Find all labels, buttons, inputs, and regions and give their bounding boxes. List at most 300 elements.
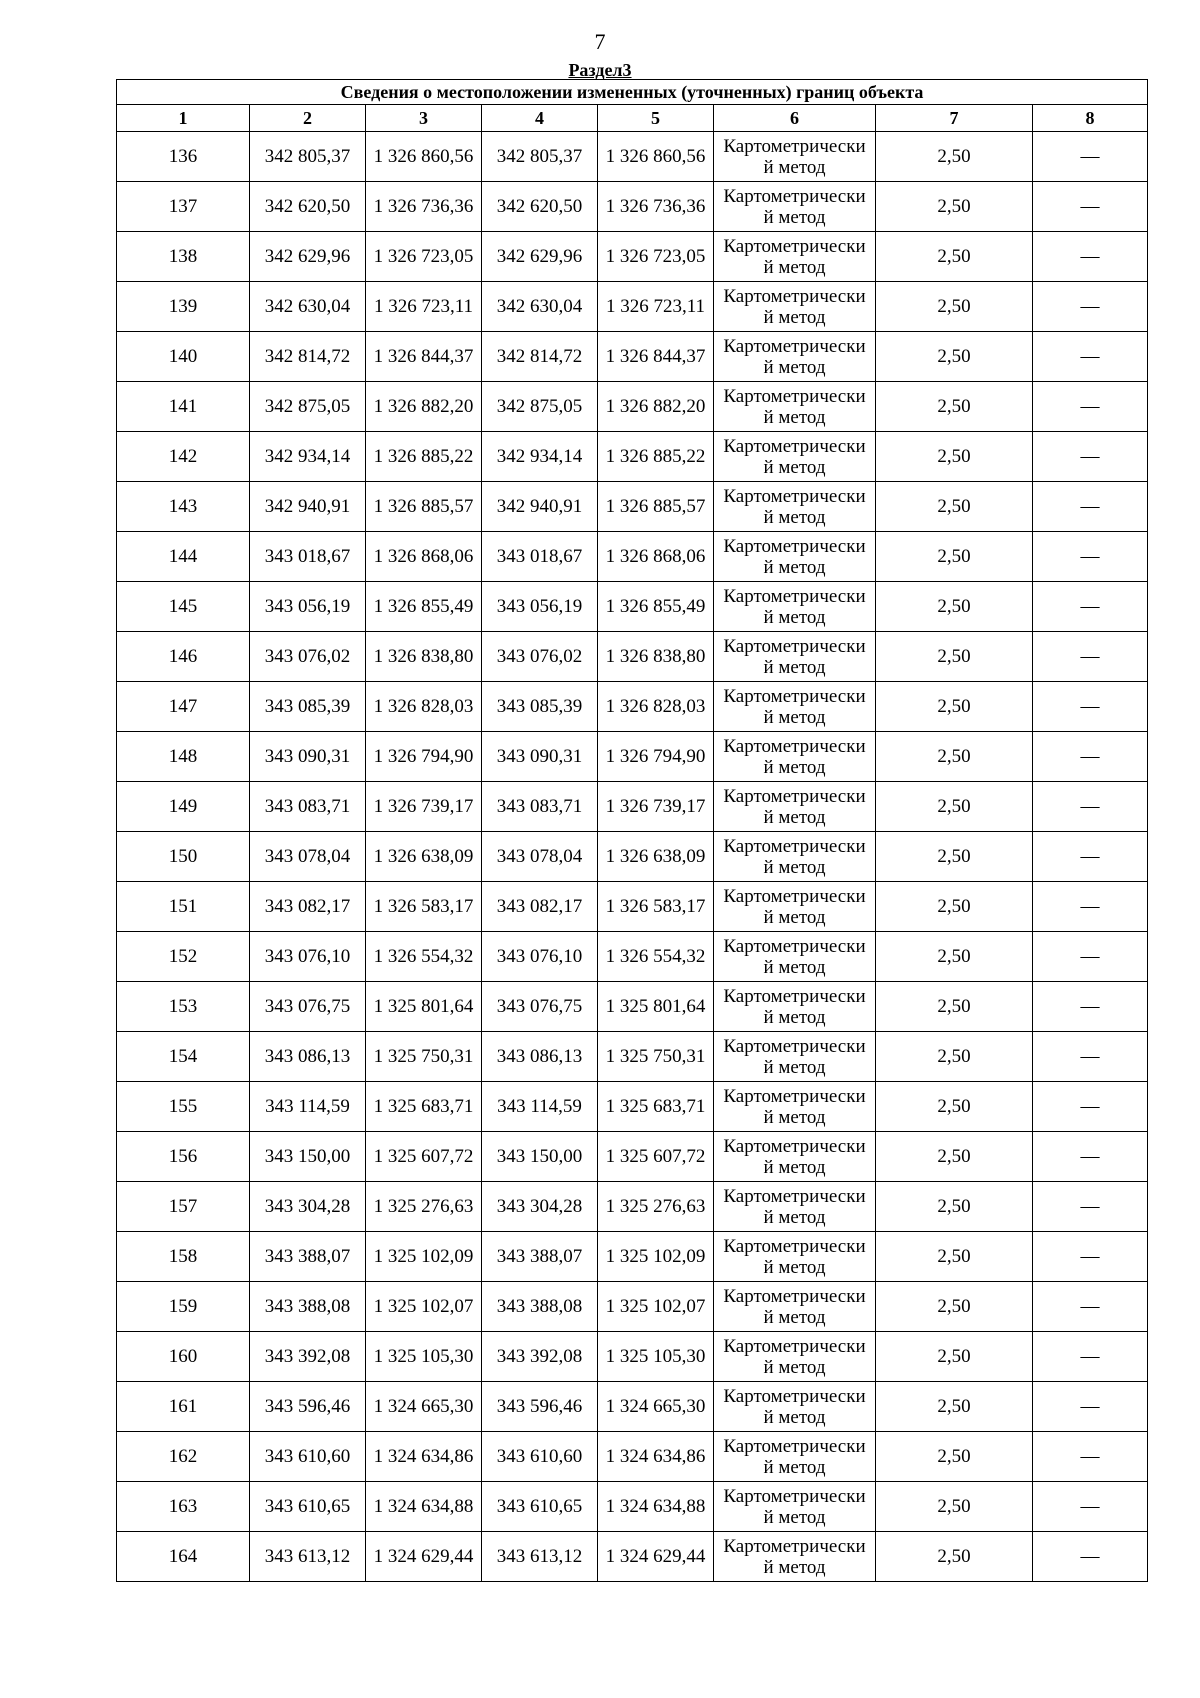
x-coordinate-cell: 343 388,07 xyxy=(482,1232,598,1282)
point-number-cell: 150 xyxy=(117,832,250,882)
accuracy-cell: 2,50 xyxy=(876,1282,1033,1332)
dash-cell: — xyxy=(1033,1432,1148,1482)
method-line-2: й метод xyxy=(763,906,826,928)
method-line-1: Картометрически xyxy=(723,1485,866,1507)
method-line-2: й метод xyxy=(763,656,826,678)
dash-cell: — xyxy=(1033,682,1148,732)
table-row xyxy=(117,782,1148,832)
table-body xyxy=(117,80,1148,1582)
x-coordinate-cell: 343 082,17 xyxy=(482,882,598,932)
point-number-cell: 155 xyxy=(117,1082,250,1132)
method-cell xyxy=(714,1232,876,1282)
x-coordinate-cell: 343 083,71 xyxy=(250,782,366,832)
method-line-1: Картометрически xyxy=(723,885,866,907)
accuracy-cell: 2,50 xyxy=(876,882,1033,932)
dash-cell: — xyxy=(1033,1532,1148,1582)
x-coordinate-cell: 342 814,72 xyxy=(250,332,366,382)
method-cell xyxy=(714,1382,876,1432)
accuracy-cell: 2,50 xyxy=(876,232,1033,282)
x-coordinate-cell: 343 114,59 xyxy=(482,1082,598,1132)
dash-cell: — xyxy=(1033,532,1148,582)
method-line-1: Картометрически xyxy=(723,1035,866,1057)
y-coordinate-cell: 1 326 844,37 xyxy=(598,332,714,382)
method-line-1: Картометрически xyxy=(723,1435,866,1457)
table-row xyxy=(117,182,1148,232)
method-line-2: й метод xyxy=(763,1056,826,1078)
x-coordinate-cell: 343 078,04 xyxy=(482,832,598,882)
dash-cell: — xyxy=(1033,432,1148,482)
y-coordinate-cell: 1 325 683,71 xyxy=(366,1082,482,1132)
y-coordinate-cell: 1 326 868,06 xyxy=(598,532,714,582)
method-line-1: Картометрически xyxy=(723,1185,866,1207)
x-coordinate-cell: 343 090,31 xyxy=(482,732,598,782)
x-coordinate-cell: 342 940,91 xyxy=(482,482,598,532)
point-number-cell: 147 xyxy=(117,682,250,732)
y-coordinate-cell: 1 324 665,30 xyxy=(366,1382,482,1432)
method-cell xyxy=(714,1082,876,1132)
method-line-2: й метод xyxy=(763,1306,826,1328)
y-coordinate-cell: 1 326 885,22 xyxy=(598,432,714,482)
y-coordinate-cell: 1 326 838,80 xyxy=(598,632,714,682)
y-coordinate-cell: 1 326 638,09 xyxy=(598,832,714,882)
method-cell xyxy=(714,232,876,282)
method-line-1: Картометрически xyxy=(723,585,866,607)
method-cell xyxy=(714,132,876,182)
method-cell xyxy=(714,382,876,432)
method-cell xyxy=(714,1132,876,1182)
dash-cell: — xyxy=(1033,232,1148,282)
dash-cell: — xyxy=(1033,1132,1148,1182)
point-number-cell: 148 xyxy=(117,732,250,782)
method-line-2: й метод xyxy=(763,206,826,228)
y-coordinate-cell: 1 326 638,09 xyxy=(366,832,482,882)
y-coordinate-cell: 1 326 868,06 xyxy=(366,532,482,582)
dash-cell: — xyxy=(1033,1232,1148,1282)
x-coordinate-cell: 343 085,39 xyxy=(250,682,366,732)
y-coordinate-cell: 1 324 634,86 xyxy=(598,1432,714,1482)
y-coordinate-cell: 1 326 882,20 xyxy=(598,382,714,432)
point-number-cell: 138 xyxy=(117,232,250,282)
dash-cell: — xyxy=(1033,1282,1148,1332)
column-header: 1 xyxy=(117,105,250,132)
method-line-2: й метод xyxy=(763,756,826,778)
dash-cell: — xyxy=(1033,732,1148,782)
y-coordinate-cell: 1 325 683,71 xyxy=(598,1082,714,1132)
method-line-1: Картометрически xyxy=(723,835,866,857)
accuracy-cell: 2,50 xyxy=(876,1132,1033,1182)
table-row xyxy=(117,1332,1148,1382)
x-coordinate-cell: 343 114,59 xyxy=(250,1082,366,1132)
x-coordinate-cell: 343 388,08 xyxy=(482,1282,598,1332)
method-cell xyxy=(714,1532,876,1582)
column-header: 8 xyxy=(1033,105,1148,132)
method-cell xyxy=(714,1282,876,1332)
accuracy-cell: 2,50 xyxy=(876,382,1033,432)
x-coordinate-cell: 343 086,13 xyxy=(250,1032,366,1082)
x-coordinate-cell: 343 076,02 xyxy=(250,632,366,682)
y-coordinate-cell: 1 325 102,07 xyxy=(598,1282,714,1332)
accuracy-cell: 2,50 xyxy=(876,1182,1033,1232)
y-coordinate-cell: 1 325 105,30 xyxy=(598,1332,714,1382)
accuracy-cell: 2,50 xyxy=(876,582,1033,632)
table-caption: Сведения о местоположении измененных (уточненных) границ объекта xyxy=(117,80,1148,105)
y-coordinate-cell: 1 326 554,32 xyxy=(366,932,482,982)
y-coordinate-cell: 1 326 736,36 xyxy=(366,182,482,232)
y-coordinate-cell: 1 326 794,90 xyxy=(366,732,482,782)
x-coordinate-cell: 343 388,08 xyxy=(250,1282,366,1332)
x-coordinate-cell: 343 090,31 xyxy=(250,732,366,782)
method-cell xyxy=(714,632,876,682)
y-coordinate-cell: 1 325 102,09 xyxy=(598,1232,714,1282)
table-row xyxy=(117,832,1148,882)
method-line-2: й метод xyxy=(763,1506,826,1528)
y-coordinate-cell: 1 324 629,44 xyxy=(366,1532,482,1582)
dash-cell: — xyxy=(1033,1082,1148,1132)
method-line-1: Картометрически xyxy=(723,1285,866,1307)
method-line-1: Картометрически xyxy=(723,285,866,307)
table-row xyxy=(117,1382,1148,1432)
table-caption-row xyxy=(117,80,1148,105)
point-number-cell: 140 xyxy=(117,332,250,382)
y-coordinate-cell: 1 324 634,88 xyxy=(598,1482,714,1532)
accuracy-cell: 2,50 xyxy=(876,1482,1033,1532)
table-header-row xyxy=(117,105,1148,132)
method-cell xyxy=(714,832,876,882)
method-line-1: Картометрически xyxy=(723,1535,866,1557)
dash-cell: — xyxy=(1033,832,1148,882)
table-row xyxy=(117,232,1148,282)
y-coordinate-cell: 1 326 736,36 xyxy=(598,182,714,232)
accuracy-cell: 2,50 xyxy=(876,932,1033,982)
point-number-cell: 137 xyxy=(117,182,250,232)
accuracy-cell: 2,50 xyxy=(876,632,1033,682)
x-coordinate-cell: 343 082,17 xyxy=(250,882,366,932)
y-coordinate-cell: 1 325 607,72 xyxy=(598,1132,714,1182)
table-row xyxy=(117,432,1148,482)
method-line-1: Картометрически xyxy=(723,385,866,407)
accuracy-cell: 2,50 xyxy=(876,732,1033,782)
accuracy-cell: 2,50 xyxy=(876,1532,1033,1582)
column-header: 7 xyxy=(876,105,1033,132)
x-coordinate-cell: 343 613,12 xyxy=(250,1532,366,1582)
y-coordinate-cell: 1 326 885,57 xyxy=(598,482,714,532)
method-line-2: й метод xyxy=(763,456,826,478)
page-number: 7 xyxy=(594,29,606,54)
x-coordinate-cell: 342 875,05 xyxy=(482,382,598,432)
x-coordinate-cell: 342 940,91 xyxy=(250,482,366,532)
y-coordinate-cell: 1 325 276,63 xyxy=(366,1182,482,1232)
method-line-1: Картометрически xyxy=(723,985,866,1007)
x-coordinate-cell: 343 613,12 xyxy=(482,1532,598,1582)
point-number-cell: 141 xyxy=(117,382,250,432)
method-cell xyxy=(714,332,876,382)
method-line-1: Картометрически xyxy=(723,1235,866,1257)
dash-cell: — xyxy=(1033,882,1148,932)
point-number-cell: 153 xyxy=(117,982,250,1032)
method-cell xyxy=(714,732,876,782)
x-coordinate-cell: 343 078,04 xyxy=(250,832,366,882)
method-line-2: й метод xyxy=(763,1006,826,1028)
method-cell xyxy=(714,1032,876,1082)
method-cell xyxy=(714,532,876,582)
y-coordinate-cell: 1 324 634,88 xyxy=(366,1482,482,1532)
table-row xyxy=(117,332,1148,382)
table-row xyxy=(117,582,1148,632)
method-line-1: Картометрически xyxy=(723,235,866,257)
x-coordinate-cell: 343 150,00 xyxy=(250,1132,366,1182)
point-number-cell: 157 xyxy=(117,1182,250,1232)
dash-cell: — xyxy=(1033,1182,1148,1232)
method-cell xyxy=(714,282,876,332)
dash-cell: — xyxy=(1033,582,1148,632)
x-coordinate-cell: 342 814,72 xyxy=(482,332,598,382)
accuracy-cell: 2,50 xyxy=(876,432,1033,482)
accuracy-cell: 2,50 xyxy=(876,682,1033,732)
table-row xyxy=(117,982,1148,1032)
y-coordinate-cell: 1 326 723,05 xyxy=(598,232,714,282)
dash-cell: — xyxy=(1033,1032,1148,1082)
x-coordinate-cell: 343 304,28 xyxy=(250,1182,366,1232)
point-number-cell: 146 xyxy=(117,632,250,682)
point-number-cell: 161 xyxy=(117,1382,250,1432)
table-row xyxy=(117,1282,1148,1332)
method-line-1: Картометрически xyxy=(723,735,866,757)
method-line-1: Картометрически xyxy=(723,535,866,557)
x-coordinate-cell: 343 076,02 xyxy=(482,632,598,682)
method-line-2: й метод xyxy=(763,956,826,978)
x-coordinate-cell: 343 596,46 xyxy=(482,1382,598,1432)
table-row xyxy=(117,1032,1148,1082)
accuracy-cell: 2,50 xyxy=(876,1332,1033,1382)
method-line-1: Картометрически xyxy=(723,135,866,157)
point-number-cell: 158 xyxy=(117,1232,250,1282)
y-coordinate-cell: 1 325 276,63 xyxy=(598,1182,714,1232)
method-cell xyxy=(714,982,876,1032)
x-coordinate-cell: 343 076,75 xyxy=(482,982,598,1032)
table-row xyxy=(117,632,1148,682)
accuracy-cell: 2,50 xyxy=(876,332,1033,382)
point-number-cell: 149 xyxy=(117,782,250,832)
x-coordinate-cell: 343 018,67 xyxy=(482,532,598,582)
point-number-cell: 139 xyxy=(117,282,250,332)
boundary-coordinates-table xyxy=(116,79,1148,1582)
accuracy-cell: 2,50 xyxy=(876,282,1033,332)
x-coordinate-cell: 343 392,08 xyxy=(482,1332,598,1382)
method-line-1: Картометрически xyxy=(723,935,866,957)
y-coordinate-cell: 1 326 739,17 xyxy=(598,782,714,832)
method-line-1: Картометрически xyxy=(723,1385,866,1407)
dash-cell: — xyxy=(1033,332,1148,382)
method-line-2: й метод xyxy=(763,1356,826,1378)
accuracy-cell: 2,50 xyxy=(876,132,1033,182)
method-line-2: й метод xyxy=(763,1156,826,1178)
method-cell xyxy=(714,432,876,482)
accuracy-cell: 2,50 xyxy=(876,1232,1033,1282)
x-coordinate-cell: 343 392,08 xyxy=(250,1332,366,1382)
y-coordinate-cell: 1 326 882,20 xyxy=(366,382,482,432)
y-coordinate-cell: 1 325 801,64 xyxy=(598,982,714,1032)
x-coordinate-cell: 343 083,71 xyxy=(482,782,598,832)
method-cell xyxy=(714,582,876,632)
method-line-2: й метод xyxy=(763,1106,826,1128)
point-number-cell: 144 xyxy=(117,532,250,582)
point-number-cell: 154 xyxy=(117,1032,250,1082)
x-coordinate-cell: 342 630,04 xyxy=(250,282,366,332)
y-coordinate-cell: 1 326 860,56 xyxy=(598,132,714,182)
method-line-1: Картометрически xyxy=(723,1335,866,1357)
method-line-1: Картометрически xyxy=(723,635,866,657)
y-coordinate-cell: 1 326 844,37 xyxy=(366,332,482,382)
x-coordinate-cell: 342 629,96 xyxy=(482,232,598,282)
accuracy-cell: 2,50 xyxy=(876,1432,1033,1482)
y-coordinate-cell: 1 325 607,72 xyxy=(366,1132,482,1182)
y-coordinate-cell: 1 326 583,17 xyxy=(366,882,482,932)
y-coordinate-cell: 1 326 583,17 xyxy=(598,882,714,932)
method-line-2: й метод xyxy=(763,356,826,378)
method-line-1: Картометрически xyxy=(723,485,866,507)
point-number-cell: 136 xyxy=(117,132,250,182)
method-line-2: й метод xyxy=(763,306,826,328)
point-number-cell: 151 xyxy=(117,882,250,932)
x-coordinate-cell: 343 076,10 xyxy=(250,932,366,982)
method-line-2: й метод xyxy=(763,506,826,528)
x-coordinate-cell: 343 610,65 xyxy=(250,1482,366,1532)
x-coordinate-cell: 343 610,65 xyxy=(482,1482,598,1532)
x-coordinate-cell: 343 018,67 xyxy=(250,532,366,582)
x-coordinate-cell: 343 076,10 xyxy=(482,932,598,982)
method-cell xyxy=(714,182,876,232)
accuracy-cell: 2,50 xyxy=(876,1032,1033,1082)
method-line-1: Картометрически xyxy=(723,785,866,807)
method-line-1: Картометрически xyxy=(723,185,866,207)
x-coordinate-cell: 343 304,28 xyxy=(482,1182,598,1232)
x-coordinate-cell: 343 056,19 xyxy=(250,582,366,632)
x-coordinate-cell: 343 610,60 xyxy=(250,1432,366,1482)
x-coordinate-cell: 342 629,96 xyxy=(250,232,366,282)
table-row xyxy=(117,932,1148,982)
dash-cell: — xyxy=(1033,982,1148,1032)
method-line-2: й метод xyxy=(763,1556,826,1578)
table-row xyxy=(117,382,1148,432)
accuracy-cell: 2,50 xyxy=(876,782,1033,832)
x-coordinate-cell: 342 934,14 xyxy=(250,432,366,482)
method-cell xyxy=(714,1182,876,1232)
y-coordinate-cell: 1 325 102,07 xyxy=(366,1282,482,1332)
method-line-2: й метод xyxy=(763,156,826,178)
method-line-2: й метод xyxy=(763,806,826,828)
dash-cell: — xyxy=(1033,382,1148,432)
point-number-cell: 145 xyxy=(117,582,250,632)
y-coordinate-cell: 1 326 723,11 xyxy=(598,282,714,332)
dash-cell: — xyxy=(1033,1482,1148,1532)
table-row xyxy=(117,1132,1148,1182)
y-coordinate-cell: 1 325 801,64 xyxy=(366,982,482,1032)
table-row xyxy=(117,282,1148,332)
x-coordinate-cell: 343 610,60 xyxy=(482,1432,598,1482)
y-coordinate-cell: 1 324 665,30 xyxy=(598,1382,714,1432)
y-coordinate-cell: 1 326 860,56 xyxy=(366,132,482,182)
x-coordinate-cell: 343 150,00 xyxy=(482,1132,598,1182)
method-line-2: й метод xyxy=(763,256,826,278)
x-coordinate-cell: 342 805,37 xyxy=(250,132,366,182)
point-number-cell: 159 xyxy=(117,1282,250,1332)
point-number-cell: 143 xyxy=(117,482,250,532)
y-coordinate-cell: 1 326 838,80 xyxy=(366,632,482,682)
method-cell xyxy=(714,1332,876,1382)
y-coordinate-cell: 1 326 885,57 xyxy=(366,482,482,532)
accuracy-cell: 2,50 xyxy=(876,1382,1033,1432)
x-coordinate-cell: 342 630,04 xyxy=(482,282,598,332)
table-row xyxy=(117,482,1148,532)
x-coordinate-cell: 343 388,07 xyxy=(250,1232,366,1282)
dash-cell: — xyxy=(1033,782,1148,832)
table-row xyxy=(117,1082,1148,1132)
accuracy-cell: 2,50 xyxy=(876,832,1033,882)
x-coordinate-cell: 342 620,50 xyxy=(250,182,366,232)
y-coordinate-cell: 1 325 105,30 xyxy=(366,1332,482,1382)
dash-cell: — xyxy=(1033,182,1148,232)
point-number-cell: 162 xyxy=(117,1432,250,1482)
y-coordinate-cell: 1 325 750,31 xyxy=(366,1032,482,1082)
table-row xyxy=(117,1532,1148,1582)
accuracy-cell: 2,50 xyxy=(876,182,1033,232)
x-coordinate-cell: 342 620,50 xyxy=(482,182,598,232)
x-coordinate-cell: 342 875,05 xyxy=(250,382,366,432)
method-line-2: й метод xyxy=(763,1456,826,1478)
method-cell xyxy=(714,482,876,532)
method-cell xyxy=(714,882,876,932)
method-line-2: й метод xyxy=(763,406,826,428)
point-number-cell: 152 xyxy=(117,932,250,982)
point-number-cell: 164 xyxy=(117,1532,250,1582)
method-line-1: Картометрически xyxy=(723,1135,866,1157)
method-line-2: й метод xyxy=(763,1206,826,1228)
point-number-cell: 163 xyxy=(117,1482,250,1532)
accuracy-cell: 2,50 xyxy=(876,982,1033,1032)
y-coordinate-cell: 1 326 739,17 xyxy=(366,782,482,832)
y-coordinate-cell: 1 326 885,22 xyxy=(366,432,482,482)
method-line-2: й метод xyxy=(763,1256,826,1278)
y-coordinate-cell: 1 325 102,09 xyxy=(366,1232,482,1282)
column-header: 3 xyxy=(366,105,482,132)
table-row xyxy=(117,682,1148,732)
method-line-2: й метод xyxy=(763,606,826,628)
point-number-cell: 156 xyxy=(117,1132,250,1182)
dash-cell: — xyxy=(1033,282,1148,332)
dash-cell: — xyxy=(1033,1332,1148,1382)
method-line-1: Картометрически xyxy=(723,1085,866,1107)
dash-cell: — xyxy=(1033,132,1148,182)
x-coordinate-cell: 342 934,14 xyxy=(482,432,598,482)
table-row xyxy=(117,1432,1148,1482)
dash-cell: — xyxy=(1033,1382,1148,1432)
point-number-cell: 142 xyxy=(117,432,250,482)
table-row xyxy=(117,1182,1148,1232)
y-coordinate-cell: 1 324 629,44 xyxy=(598,1532,714,1582)
accuracy-cell: 2,50 xyxy=(876,1082,1033,1132)
table-row xyxy=(117,882,1148,932)
method-cell xyxy=(714,1482,876,1532)
y-coordinate-cell: 1 326 828,03 xyxy=(366,682,482,732)
x-coordinate-cell: 343 086,13 xyxy=(482,1032,598,1082)
y-coordinate-cell: 1 325 750,31 xyxy=(598,1032,714,1082)
accuracy-cell: 2,50 xyxy=(876,482,1033,532)
y-coordinate-cell: 1 326 554,32 xyxy=(598,932,714,982)
method-line-1: Картометрически xyxy=(723,435,866,457)
method-line-2: й метод xyxy=(763,706,826,728)
x-coordinate-cell: 343 076,75 xyxy=(250,982,366,1032)
y-coordinate-cell: 1 326 828,03 xyxy=(598,682,714,732)
